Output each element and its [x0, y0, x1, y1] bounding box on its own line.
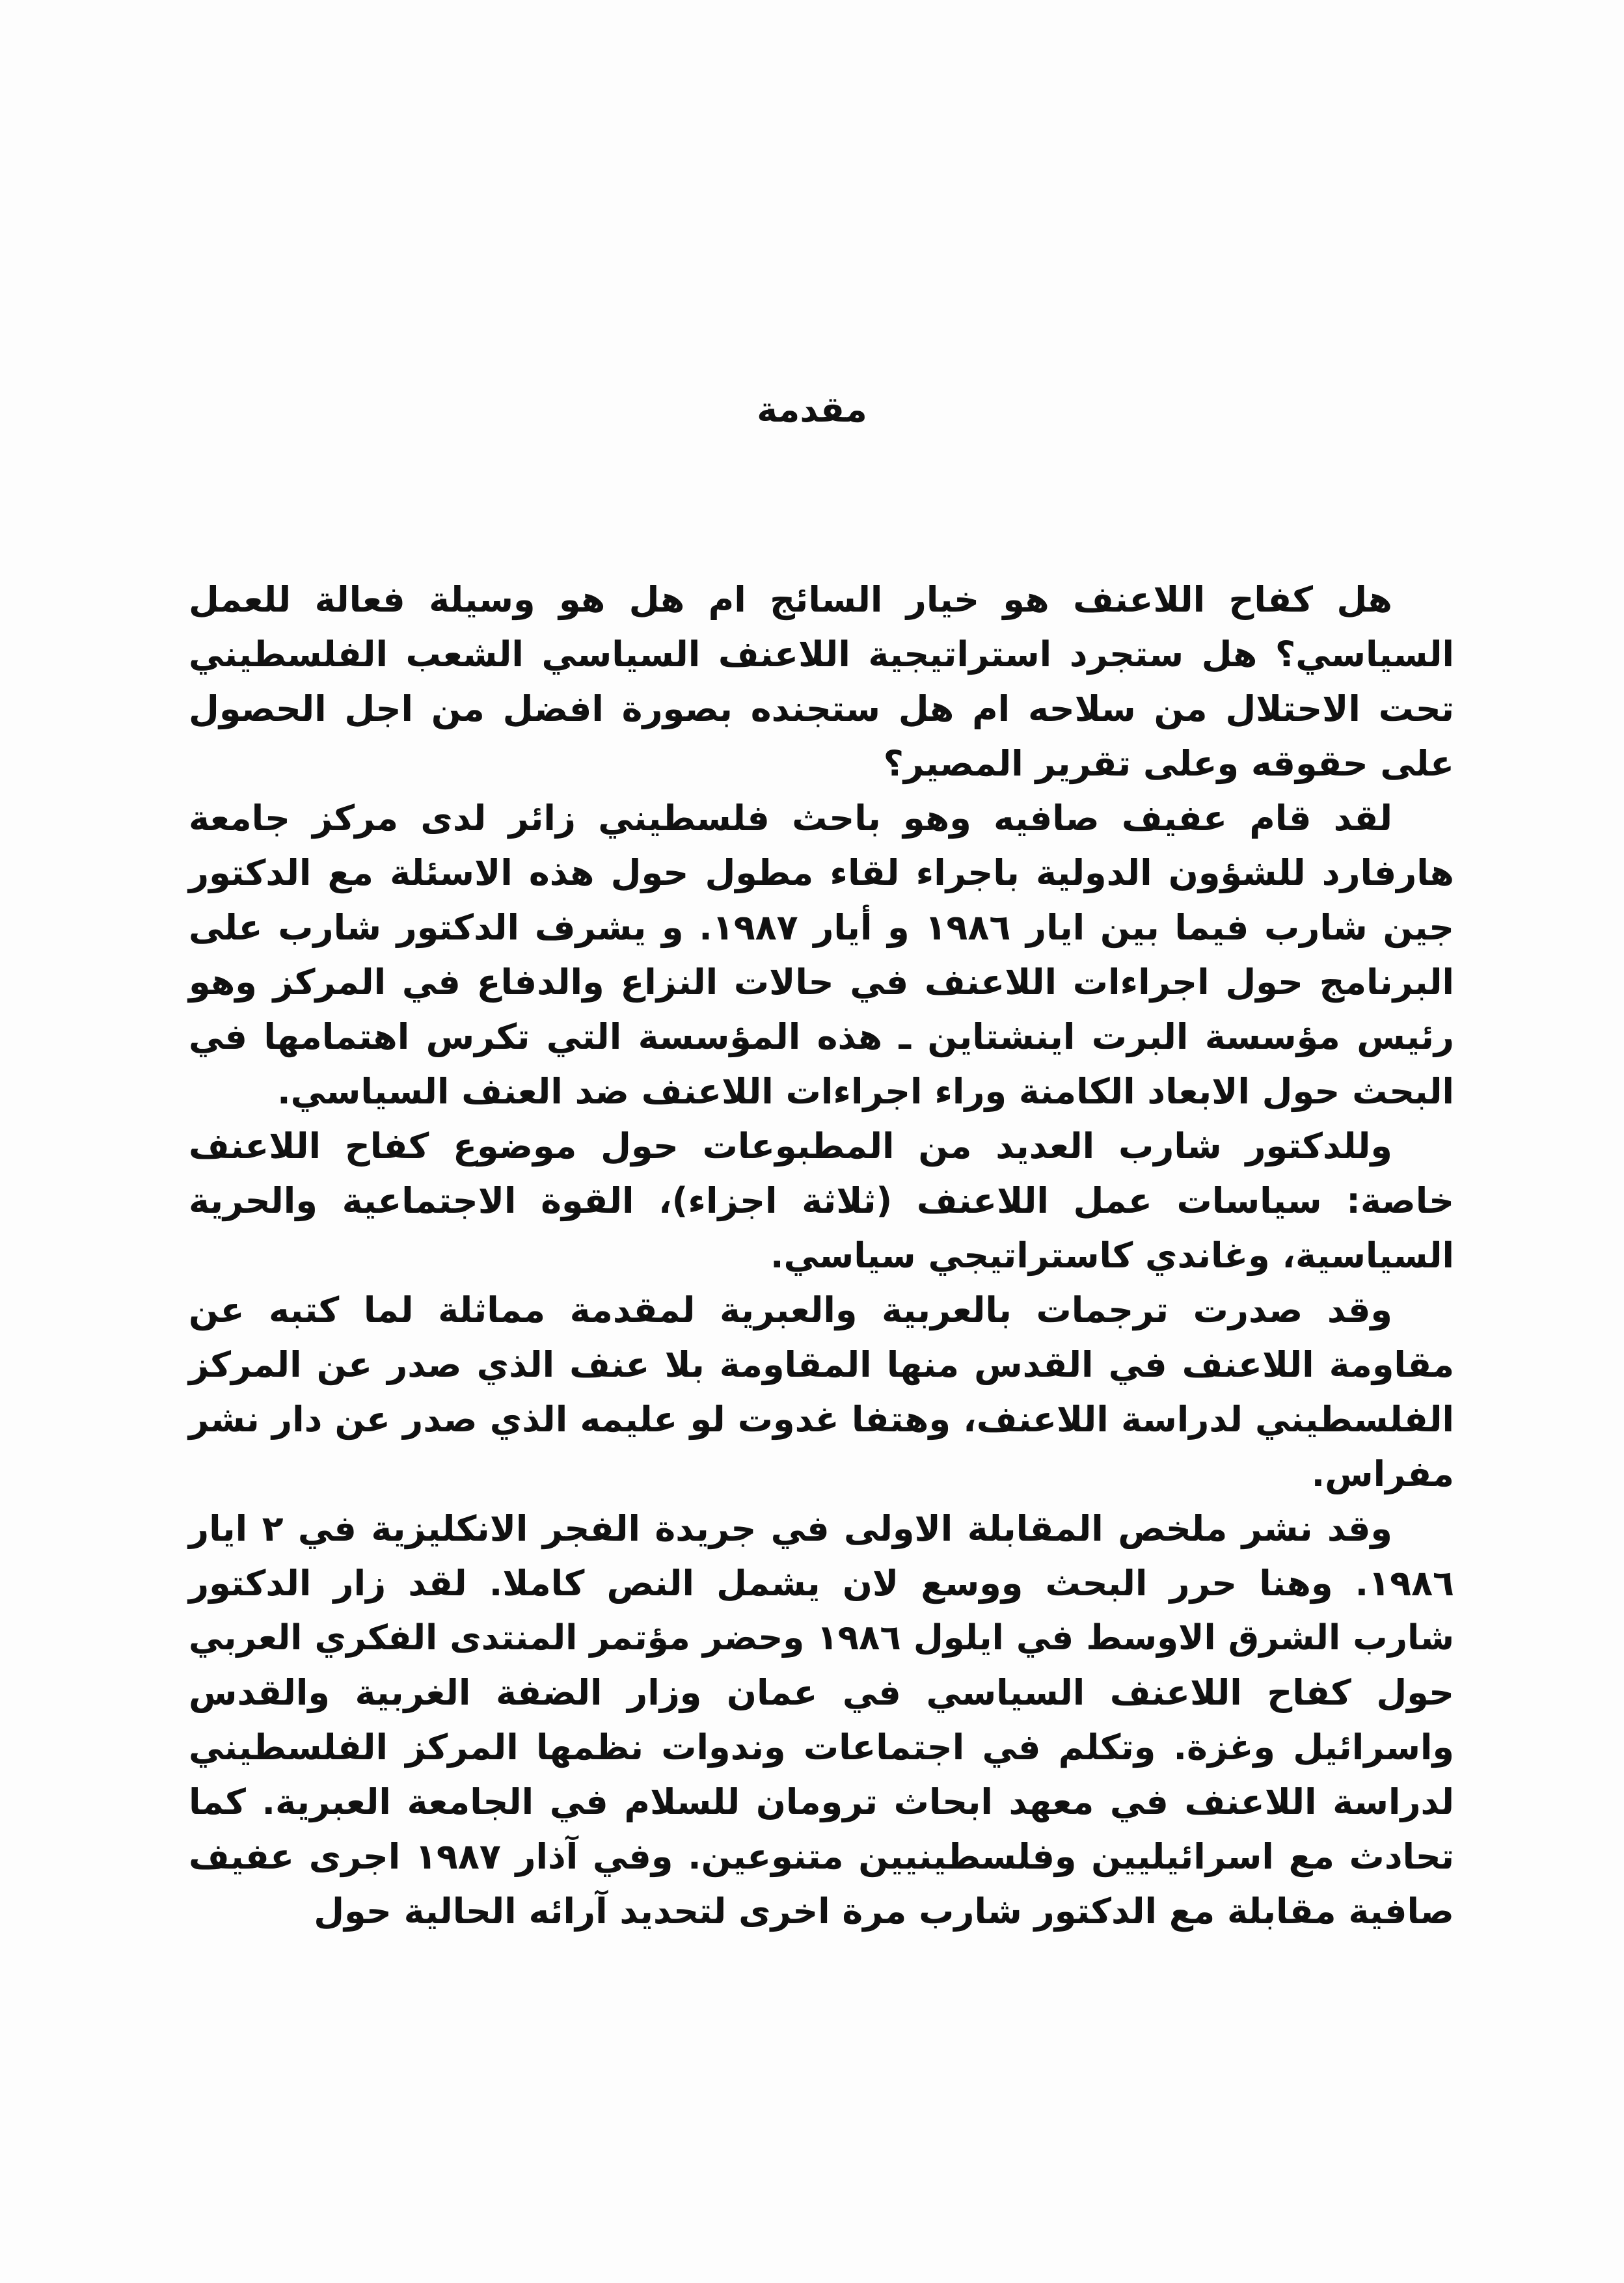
text-line: البحث حول الابعاد الكامنة وراء اجراءات اللاعنف ضد العنف السياسي. — [277, 1071, 1454, 1112]
text-line: رئيس مؤسسة البرت اينشتاين ـ هذه المؤسسة التي تكرس اهتمامها في — [189, 1016, 1454, 1057]
text-line: تحادث مع اسرائيليين وفلسطينيين متنوعين. وفي آذار ١٩٨٧ اجرى عفيف — [189, 1836, 1454, 1877]
text-line: صافية مقابلة مع الدكتور شارب مرة اخرى لتحديد آرائه الحالية حول — [314, 1891, 1454, 1932]
text-line: هارفارد للشؤون الدولية باجراء لقاء مطول حول هذه الاسئلة مع الدكتور — [189, 852, 1454, 893]
text-line: السياسي؟ هل ستجرد استراتيجية اللاعنف السياسي الشعب الفلسطيني — [189, 634, 1454, 675]
text-line: لقد قام عفيف صافيه وهو باحث فلسطيني زائر لدى مركز جامعة — [189, 798, 1392, 839]
text-line: واسرائيل وغزة. وتكلم في اجتماعات وندوات نظمها المركز الفلسطيني — [189, 1727, 1454, 1768]
paragraph — [189, 1283, 1454, 1502]
paragraph — [189, 1502, 1454, 1939]
text-line: لدراسة اللاعنف في معهد ابحاث ترومان للسلام في الجامعة العبرية. كما — [189, 1781, 1454, 1822]
text-line: شارب الشرق الاوسط في ايلول ١٩٨٦ وحضر مؤتمر المنتدى الفكري العربي — [189, 1618, 1454, 1658]
page-title: مقدمة — [757, 389, 867, 430]
text-line: تحت الاحتلال من سلاحه ام هل ستجنده بصورة افضل من اجل الحصول — [189, 688, 1454, 729]
text-line: وقد صدرت ترجمات بالعربية والعبرية لمقدمة مماثلة لما كتبه عن — [189, 1290, 1392, 1331]
paragraph — [189, 573, 1454, 791]
text-line: الفلسطيني لدراسة اللاعنف، وهتفا غدوت لو عليمه الذي صدر عن دار نشر — [189, 1399, 1454, 1440]
text-line: البرنامج حول اجراءات اللاعنف في حالات النزاع والدفاع في المركز وهو — [189, 962, 1454, 1003]
paragraph — [189, 1119, 1454, 1283]
text-line: حول كفاح اللاعنف السياسي في عمان وزار الضفة الغربية والقدس — [189, 1672, 1454, 1713]
text-line: خاصة: سياسات عمل اللاعنف (ثلاثة اجزاء)، القوة الاجتماعية والحرية — [189, 1180, 1454, 1221]
paragraph — [189, 791, 1454, 1119]
text-line: مفراس. — [1311, 1453, 1454, 1494]
text-line: وقد نشر ملخص المقابلة الاولى في جريدة الفجر الانكليزية في ٢ ايار — [189, 1508, 1393, 1549]
text-line: مقاومة اللاعنف في القدس منها المقاومة بلا عنف الذي صدر عن المركز — [189, 1344, 1454, 1385]
text-line: السياسية، وغاندي كاستراتيجي سياسي. — [770, 1235, 1454, 1276]
text-line: جين شارب فيما بين ايار ١٩٨٦ و أيار ١٩٨٧. و يشرف الدكتور شارب على — [189, 907, 1454, 948]
text-line: هل كفاح اللاعنف هو خيار السائج ام هل هو وسيلة فعالة للعمل — [189, 579, 1392, 620]
body-text — [189, 573, 1454, 1939]
text-line: ١٩٨٦. وهنا حرر البحث ووسع لان يشمل النص كاملا. لقد زار الدكتور — [189, 1563, 1454, 1604]
text-line: على حقوقه وعلى تقرير المصير؟ — [883, 743, 1454, 784]
text-line: وللدكتور شارب العديد من المطبوعات حول موضوع كفاح اللاعنف — [189, 1126, 1392, 1167]
